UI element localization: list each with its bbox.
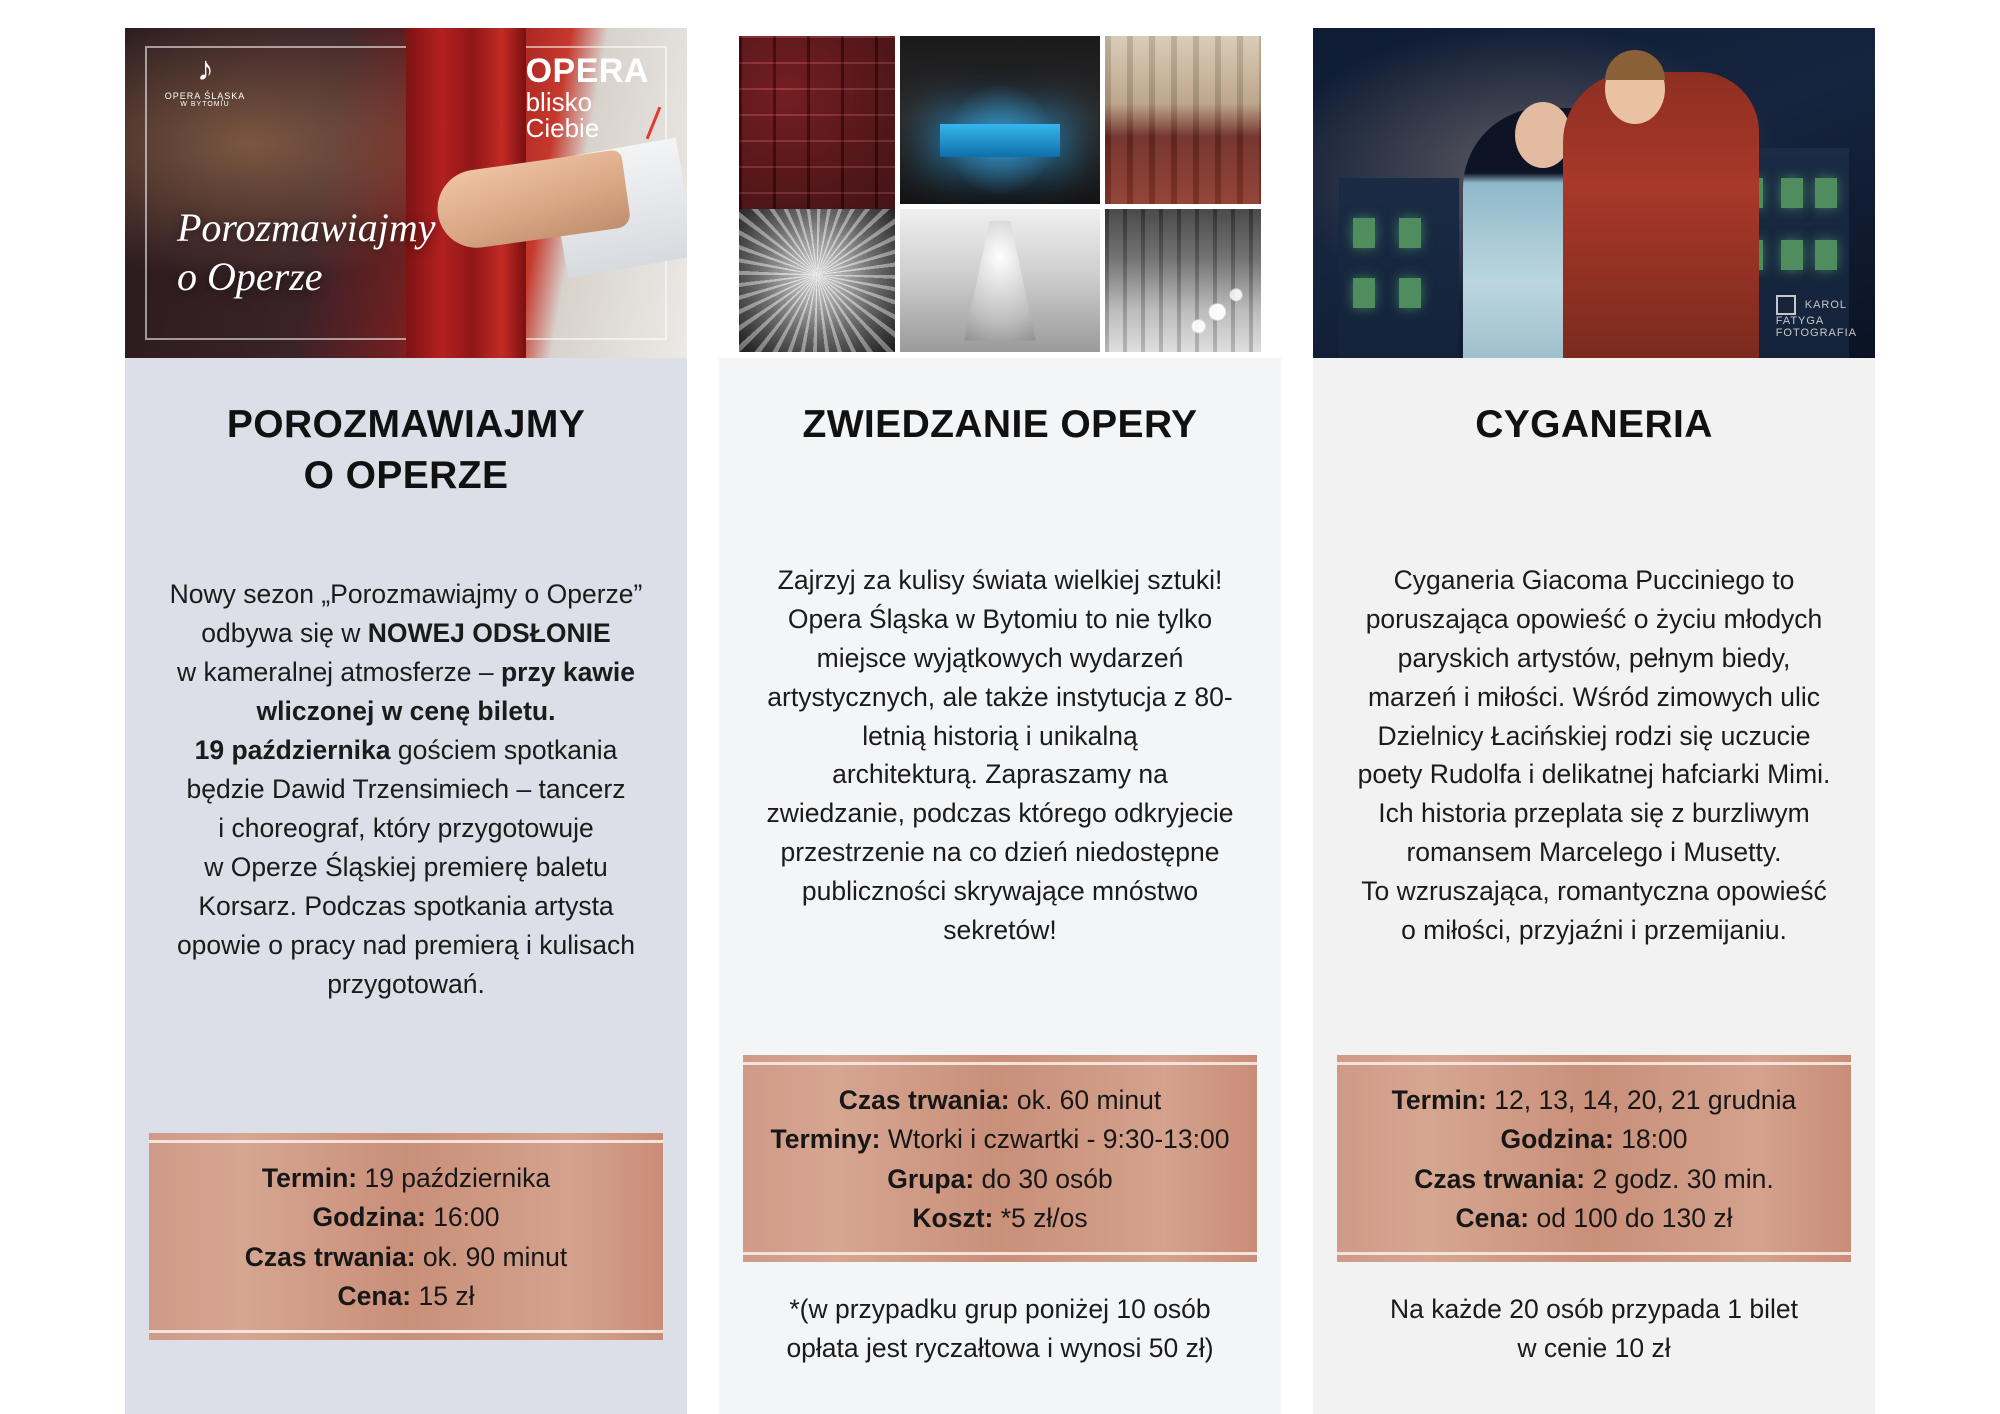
figure-hair-graphic [1605,50,1665,80]
card-title: POROZMAWIAJMY O OPERZE [226,403,586,497]
info-row: Terminy: Wtorki i czwartki - 9:30-13:00 [770,1124,1230,1155]
window-graphic [1815,178,1837,208]
card-title: CYGANERIA [1475,403,1713,446]
window-graphic [1781,240,1803,270]
card-description: Cyganeria Giacoma Pucciniego to poruszająca opowieść o życiu młodych paryskich artystów, pełnym biedy, marzeń i miłości. Wśród zimowych ulic Dzielnicy Łacińskiej rodzi się uczucie poety Rudolfa i delikatnej hafciarki Mimi. Ich historia przeplata się z burzliwym romansem Marcelego i Musetty. To wzruszająca, romantyczna opowieść o miłości, przyjaźni i przemijaniu. [1357,564,1831,946]
building-left-graphic [1339,178,1459,358]
info-row: Termin: 19 października [261,1163,551,1194]
hero-image-cyganeria [1313,28,1875,358]
hero-script-line-1: Porozmawiajmy [177,205,436,251]
collage-tile-workshop [1105,209,1261,352]
card-description: Nowy sezon „Porozmawiajmy o Operze” odbywa się w NOWEJ ODSŁONIE w kameralnej atmosferze – przy kawie wliczonej w cenę biletu. 19 października gościem spotkania będzie Dawid Trzensimiech – tancerz i choreograf, który przygotowuje w Operze Śląskiej premierę baletu Korsarz. Podczas spotkania artysta opowie o pracy nad premierą i kulisach przygotowań. [169,579,643,999]
info-box [149,1133,663,1340]
card-title: ZWIEDZANIE OPERY [802,403,1198,446]
credit-line-2: FATYGA [1775,314,1825,327]
card-footnote: Na każde 20 osób przypada 1 bilet w cenie 10 zł [1389,1294,1799,1364]
kicker-line-1: OPERA [525,52,649,90]
collage-tile-chandelier [739,209,895,352]
bottom-padding [125,1368,687,1414]
bottom-padding [1313,1368,1875,1414]
opera-slaska-logo [159,52,251,134]
collage-tile-stage [900,36,1100,204]
info-box [1337,1055,1851,1262]
window-graphic [1353,218,1375,248]
hero-collage-zwiedzanie [719,28,1281,358]
window-graphic [1815,240,1837,270]
info-box [743,1055,1257,1262]
info-row: Cena: 15 zł [337,1280,475,1311]
photo-credit [1776,295,1857,340]
bottom-padding [719,1368,1281,1414]
logo-name: OPERA ŚLĄSKA [164,90,246,101]
card-footnote: *(w przypadku grup poniżej 10 osób opłata jest ryczałtowa i wynosi 50 zł) [786,1294,1214,1364]
info-row: Czas trwania: 2 godz. 30 min. [1414,1163,1774,1194]
hero-script-title [177,204,436,302]
credit-line-3: FOTOGRAFIA [1775,327,1857,340]
info-row: Grupa: do 30 osób [887,1163,1113,1194]
hero-script-line-2: o Operze [177,254,323,300]
logo-subtitle: W BYTOMIU [180,101,230,109]
info-row: Koszt: *5 zł/os [912,1202,1088,1233]
info-row: Godzina: 18:00 [1500,1124,1688,1155]
hero-image-porozmawiajmy [125,28,687,358]
info-row: Cena: od 100 do 130 zł [1455,1202,1733,1233]
card-zwiedzanie-opery [719,28,1281,1414]
window-graphic [1781,178,1803,208]
info-row: Czas trwania: ok. 60 minut [838,1085,1162,1116]
hero-kicker [526,54,649,142]
flex-spacer [719,950,1281,1055]
collage-tile-hall [1105,36,1261,204]
logo-mark-icon: ♪ [197,50,213,88]
flex-spacer [1313,950,1875,1055]
card-description: Zajrzyj za kulisy świata wielkiej sztuki! Opera Śląska w Bytomiu to nie tylko miejsce wyjątkowych wydarzeń artystycznych, ale także instytucja z 80- letnią historią i unikalną architekturą. Zapraszamy na zwiedzanie, podczas którego odkryjecie przestrzenie na co dzień niedostępne publiczności skrywające mnóstwo sekretów! [766,564,1234,946]
kicker-line-2: blisko [525,86,593,117]
info-row: Godzina: 16:00 [312,1202,500,1233]
collage-grid [719,28,1281,358]
window-graphic [1399,278,1421,308]
camera-icon [1776,295,1796,315]
collage-tile-costumes [900,209,1100,352]
flex-spacer [125,1004,687,1133]
info-row: Termin: 12, 13, 14, 20, 21 grudnia [1391,1085,1797,1116]
tenor-figure-graphic [1563,72,1759,358]
info-row: Czas trwania: ok. 90 minut [244,1241,568,1272]
kicker-line-3: Ciebie [525,113,600,144]
card-cyganeria [1313,28,1875,1414]
window-graphic [1353,278,1375,308]
window-graphic [1399,218,1421,248]
credit-line-1: KAROL [1804,298,1848,311]
card-porozmawiajmy-o-operze [125,28,687,1414]
